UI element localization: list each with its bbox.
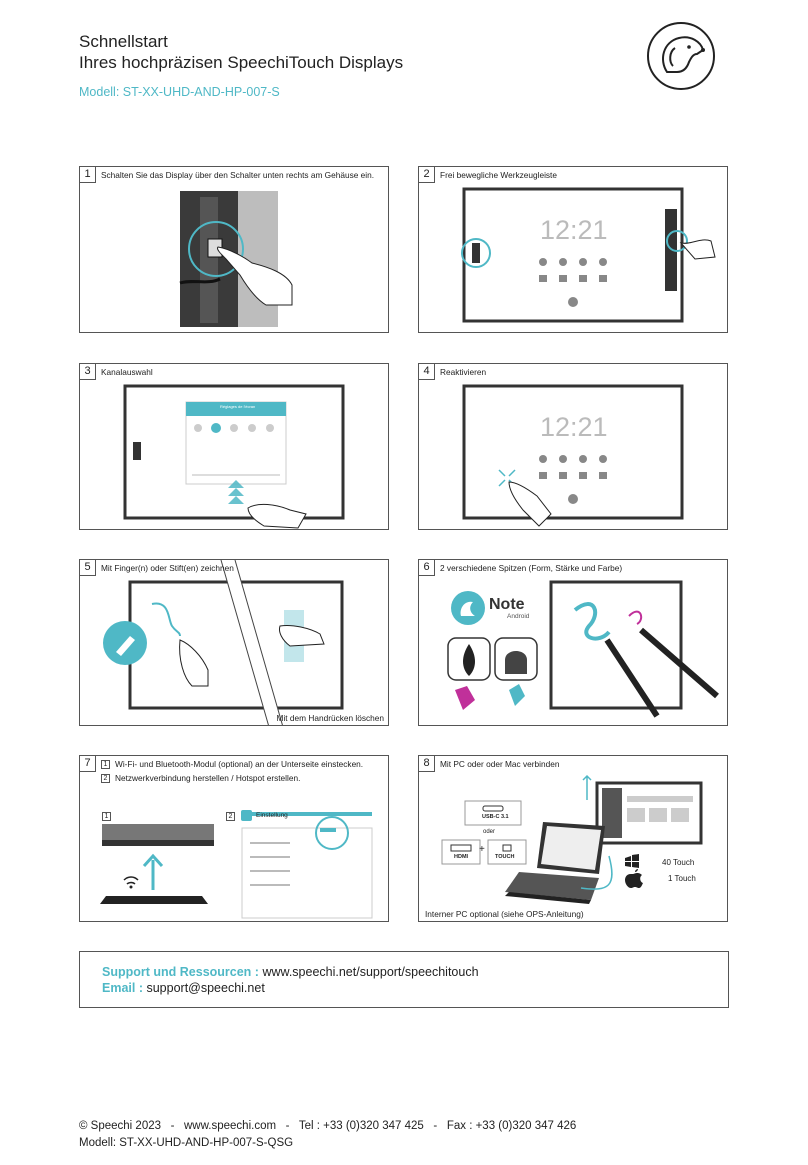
image-label-1: 1: [102, 812, 111, 821]
step-footer: Interner PC optional (siehe OPS-Anleitung): [425, 909, 584, 919]
image-label-2: 2: [226, 812, 235, 821]
pen-tips-illustration: [419, 560, 728, 726]
step-panel-8: [418, 755, 728, 922]
wake-screen-illustration: [419, 364, 728, 530]
step-title: Kanalauswahl: [101, 367, 153, 377]
substep-2-num: 2: [101, 774, 110, 783]
step-title: Mit PC oder oder Mac verbinden: [440, 759, 560, 769]
screen-clock: 12:21: [540, 215, 608, 245]
footer-model: Modell: ST-XX-UHD-AND-HP-007-S-QSG: [79, 1137, 294, 1149]
step-number: 5: [80, 560, 96, 576]
app-subtitle: Android: [507, 613, 530, 620]
step-panel-6: [418, 559, 728, 726]
step-title: 2 verschiedene Spitzen (Form, Stärke und Farbe): [440, 563, 623, 573]
step-number: 8: [419, 756, 435, 772]
step-panel-1: [79, 166, 389, 333]
step-panel-2: [418, 166, 728, 333]
channel-selection-illustration: [80, 364, 389, 530]
usbc-label: USB-C 3.1: [482, 814, 509, 820]
step-number: 6: [419, 560, 435, 576]
email-link[interactable]: support@speechi.net: [146, 981, 265, 995]
page-title: [79, 31, 403, 73]
substep-2-text: Netzwerkverbindung herstellen / Hotspot erstellen.: [115, 773, 301, 783]
step-number: 1: [80, 167, 96, 183]
app-name: Note: [489, 596, 525, 613]
step-number: 2: [419, 167, 435, 183]
step-number: 7: [80, 756, 96, 772]
title-line-1: Schnellstart: [79, 32, 168, 51]
step-title: Schalten Sie das Display über den Schalter unten rechts am Gehäuse ein.: [101, 170, 375, 180]
step-panel-3: [79, 363, 389, 530]
screen-clock: 12:21: [540, 412, 608, 442]
support-row: [102, 964, 728, 980]
settings-label: Einstellung: [256, 812, 288, 819]
step-footer: Mit dem Handrücken löschen: [276, 713, 384, 723]
step-title: Mit Finger(n) oder Stift(en) zeichnen: [101, 563, 234, 573]
page-footer: [79, 1118, 576, 1152]
settings-icon: [241, 810, 252, 821]
footer-contact: © Speechi 2023 - www.speechi.com - Tel : +33 (0)320 347 425 - Fax : +33 (0)320 347 426: [79, 1120, 577, 1132]
step-panel-4: [418, 363, 728, 530]
touch-label: TOUCH: [495, 854, 515, 860]
power-switch-illustration: [80, 167, 389, 333]
plus-label: +: [479, 844, 485, 855]
email-row: [102, 980, 728, 996]
substep-1-num: 1: [101, 760, 110, 769]
drawing-erasing-illustration: [80, 560, 389, 726]
dialog-title: Réglages de l'écran: [220, 404, 256, 409]
step-title: Frei bewegliche Werkzeugleiste: [440, 170, 557, 180]
title-line-2: Ihres hochpräzisen SpeechiTouch Displays: [79, 53, 404, 72]
or-label: oder: [483, 829, 496, 835]
mac-touch-label: 1 Touch: [668, 874, 696, 883]
substep-1-text: Wi-Fi- und Bluetooth-Modul (optional) an der Unterseite einstecken.: [115, 759, 364, 769]
email-label: Email :: [102, 981, 147, 995]
support-link[interactable]: www.speechi.net/support/speechitouch: [262, 965, 479, 979]
hdmi-label: HDMI: [454, 854, 469, 860]
model-name: Modell: ST-XX-UHD-AND-HP-007-S: [79, 85, 280, 99]
support-box: [79, 951, 729, 1008]
step-panel-5: [79, 559, 389, 726]
pc-connection-illustration: [419, 756, 728, 922]
step-title: Reaktivieren: [440, 367, 487, 377]
step-number: 4: [419, 364, 435, 380]
support-label: Support und Ressourcen :: [102, 965, 263, 979]
floating-toolbar-illustration: [419, 167, 728, 333]
windows-touch-label: 40 Touch: [662, 858, 695, 867]
step-number: 3: [80, 364, 96, 380]
speechi-dog-logo-icon: [645, 20, 717, 92]
step-panel-7: [79, 755, 389, 922]
